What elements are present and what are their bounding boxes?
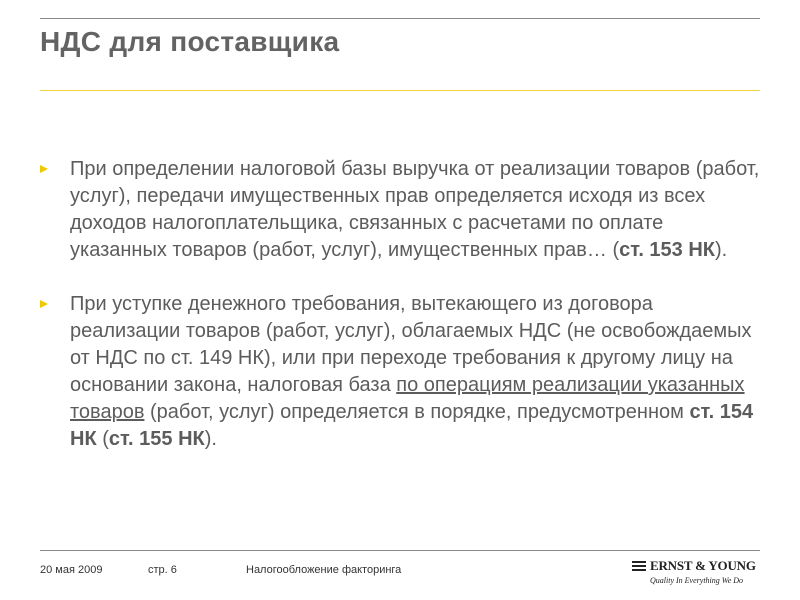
bullet-item <box>40 291 760 453</box>
footer-date: 20 мая 2009 <box>40 564 103 576</box>
bullet-arrow-icon <box>40 300 48 308</box>
law-reference: ст. 155 НК <box>108 428 205 450</box>
bullet-text: ). <box>204 428 217 450</box>
title-divider <box>40 90 760 91</box>
footer-topic: Налогообложение факторинга <box>246 564 402 576</box>
logo-mark-icon <box>632 561 646 571</box>
bullet-text: При определении налоговой базы выручка от реализации товаров (работ, услуг), передачи имущественных прав определяется исходя из всех доходов налогоплательщика, связанных с расчетами по оплате указанных товаров (работ, услуг), имущественных прав… ( <box>70 158 760 261</box>
logo-tagline: Quality In Everything We Do <box>650 576 744 585</box>
page-title: НДС для поставщика <box>40 26 340 57</box>
logo-name: ERNST & YOUNG <box>650 558 756 573</box>
bullet-text: (работ, услуг) определяется в порядке, предусмотренном <box>144 401 690 423</box>
underlined-phrase: по операциям реализации указанных товаров <box>70 374 745 423</box>
company-logo <box>632 558 762 590</box>
law-reference: ст. 153 НК <box>619 239 716 261</box>
bullet-item <box>40 156 760 264</box>
bullet-text: При уступке денежного требования, вытекающего из договора реализации товаров (работ, услуг), облагаемых НДС (не освобождаемых от НДС по ст. 149 НК), или при переходе требования к другому лицу на основании закона, налоговая база <box>70 293 752 396</box>
footer-divider <box>40 550 760 551</box>
footer-page-number: стр. 6 <box>148 564 177 576</box>
bullet-list <box>40 156 760 453</box>
bullet-arrow-icon <box>40 165 48 173</box>
top-divider <box>40 18 760 19</box>
law-reference: ст. 154 НК <box>70 401 754 450</box>
bullet-text: ( <box>96 428 109 450</box>
bullet-text: ). <box>715 239 728 261</box>
